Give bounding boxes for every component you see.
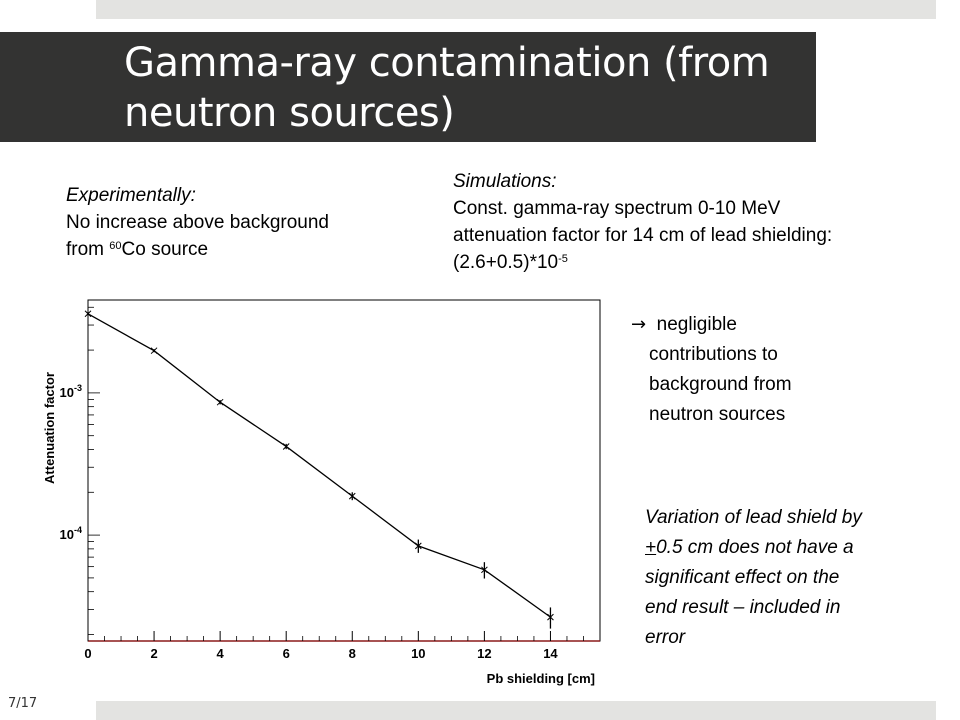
slide-title: Gamma-ray contamination (from neutron sources)	[124, 40, 770, 136]
y-tick-label: $10^{-3}$	[59, 382, 82, 400]
attenuation-chart	[30, 288, 610, 696]
x-tick-label: 12	[477, 646, 492, 661]
page-number: 7/17	[8, 696, 38, 711]
variation-line1: Variation of lead shield by	[645, 507, 862, 528]
x-tick-label: 10	[411, 646, 426, 661]
conclusion-line2: contributions to	[649, 344, 778, 365]
right-arrow-icon: →	[631, 314, 647, 335]
variation-line2: +0.5 cm does not have a	[645, 537, 854, 558]
simulations-line2: attenuation factor for 14 cm of lead shielding:	[453, 225, 833, 246]
y-tick-label: $10^{-4}$	[59, 525, 82, 543]
conclusion-line1: → negligible	[631, 314, 737, 335]
x-axis-label: Pb shielding [cm]	[486, 671, 595, 686]
x-tick-label: 14	[543, 646, 558, 661]
conclusion-line3: background from	[649, 374, 792, 395]
experimental-heading: Experimentally:	[66, 185, 196, 206]
x-tick-label: 4	[216, 646, 224, 661]
variation-line4: end result – included in	[645, 597, 841, 618]
x-tick-label: 6	[282, 646, 290, 661]
variation-line5: error	[645, 627, 686, 648]
simulations-line1: Const. gamma-ray spectrum 0-10 MeV	[453, 198, 781, 219]
simulations-heading: Simulations:	[453, 171, 557, 192]
conclusion-line4: neutron sources	[649, 404, 786, 425]
variation-line3: significant effect on the	[645, 567, 840, 588]
experimental-line2: from $^{60}$Co source	[66, 239, 209, 260]
y-axis-label: Attenuation factor	[42, 372, 57, 484]
plot-frame	[88, 300, 600, 641]
top-decor-bar	[96, 0, 936, 19]
x-tick-label: 0	[84, 646, 92, 661]
x-tick-label: 2	[150, 646, 158, 661]
x-tick-label: 8	[348, 646, 356, 661]
bottom-decor-bar	[96, 701, 936, 720]
experimental-line1: No increase above background	[66, 212, 330, 233]
simulations-line3: $(2.6+0.5)*10^{-5}$	[453, 252, 568, 273]
